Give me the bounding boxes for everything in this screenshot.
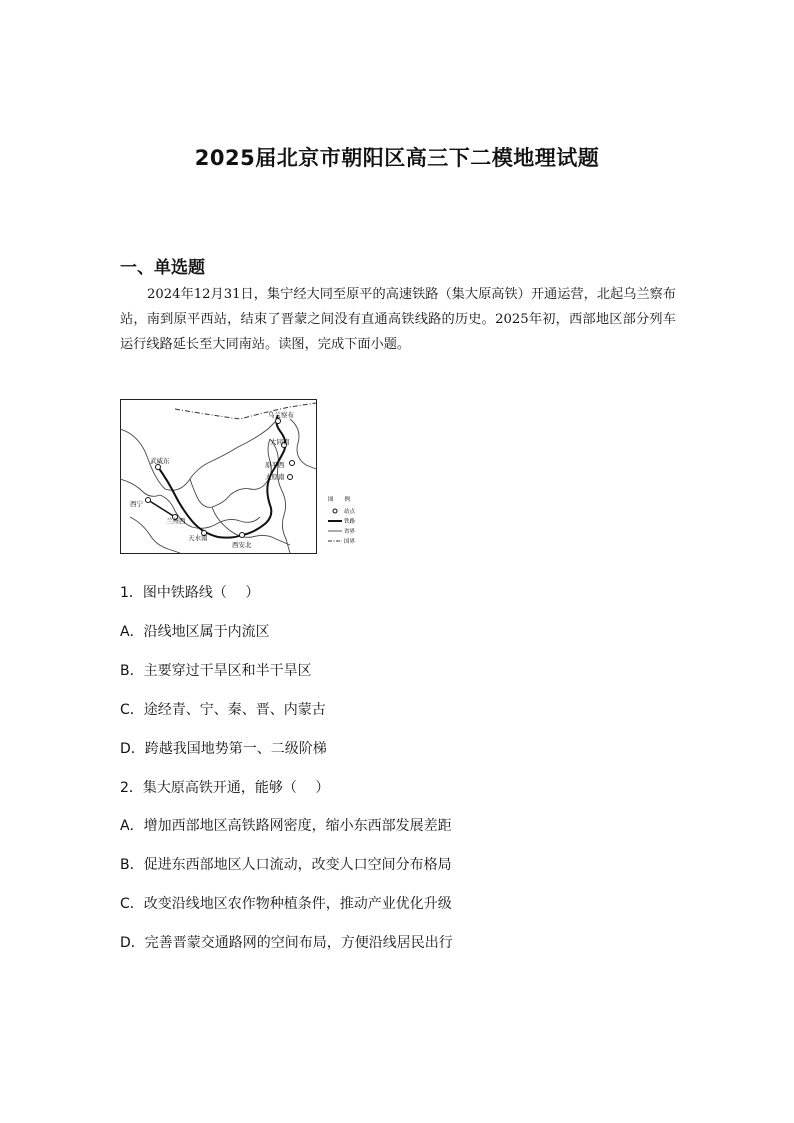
legend-label: 铁路 xyxy=(344,519,356,525)
station-marker xyxy=(146,498,151,503)
station-marker xyxy=(156,465,161,470)
section-heading: 一、单选题 xyxy=(120,258,205,278)
question-stem: 1．图中铁路线（ ） xyxy=(120,585,260,601)
station-label: 西宁 xyxy=(130,500,143,508)
station-label: 乌兰察布 xyxy=(268,411,294,419)
station-label: 太原南 xyxy=(265,473,285,481)
option-a[interactable]: A．增加西部地区高铁路网密度，缩小东西部发展差距 xyxy=(120,818,452,834)
station-label: 西安北 xyxy=(232,541,252,549)
station-marker xyxy=(240,533,245,538)
option-b[interactable]: B．主要穿过干旱区和半干旱区 xyxy=(120,663,312,679)
passage xyxy=(120,282,676,357)
option-a[interactable]: A．沿线地区属于内流区 xyxy=(120,624,270,640)
station-label: 兰州西 xyxy=(166,517,186,525)
passage-text: 2024年12月31日，集宁经大同至原平的高速铁路（集大原高铁）开通运营，北起乌兰察布站，南到原平西站，结束了晋蒙之间没有直通高铁线路的历史。2025年初，西部地区部分列车运行线路延长至大同南站。读图，完成下面小题。 xyxy=(120,287,676,352)
station-label: 武威东 xyxy=(150,457,170,465)
station-marker xyxy=(290,461,295,466)
station-label: 原平西 xyxy=(265,461,285,469)
question-stem: 2．集大原高铁开通，能够（ ） xyxy=(120,780,330,796)
railway-map xyxy=(120,399,370,555)
option-c[interactable]: C．途经青、宁、秦、晋、内蒙古 xyxy=(120,702,326,718)
page-title: 2025届北京市朝阳区高三下二模地理试题 xyxy=(194,146,600,170)
legend-label: 国界 xyxy=(344,539,356,545)
station-marker xyxy=(276,419,281,424)
option-c[interactable]: C．改变沿线地区农作物种植条件，推动产业优化升级 xyxy=(120,896,452,912)
station-label: 天水南 xyxy=(188,534,208,542)
legend-label: 站点 xyxy=(344,509,356,515)
option-b[interactable]: B．促进东西部地区人口流动，改变人口空间分布格局 xyxy=(120,857,452,873)
legend-label: 省界 xyxy=(344,529,356,535)
legend-station-symbol xyxy=(333,509,337,513)
option-d[interactable]: D．完善晋蒙交通路网的空间布局，方便沿线居民出行 xyxy=(120,935,453,951)
legend-title: 图 例 xyxy=(328,497,351,503)
station-label: 大同南 xyxy=(270,438,290,446)
option-d[interactable]: D．跨越我国地势第一、二级阶梯 xyxy=(120,741,327,757)
station-marker xyxy=(288,475,293,480)
